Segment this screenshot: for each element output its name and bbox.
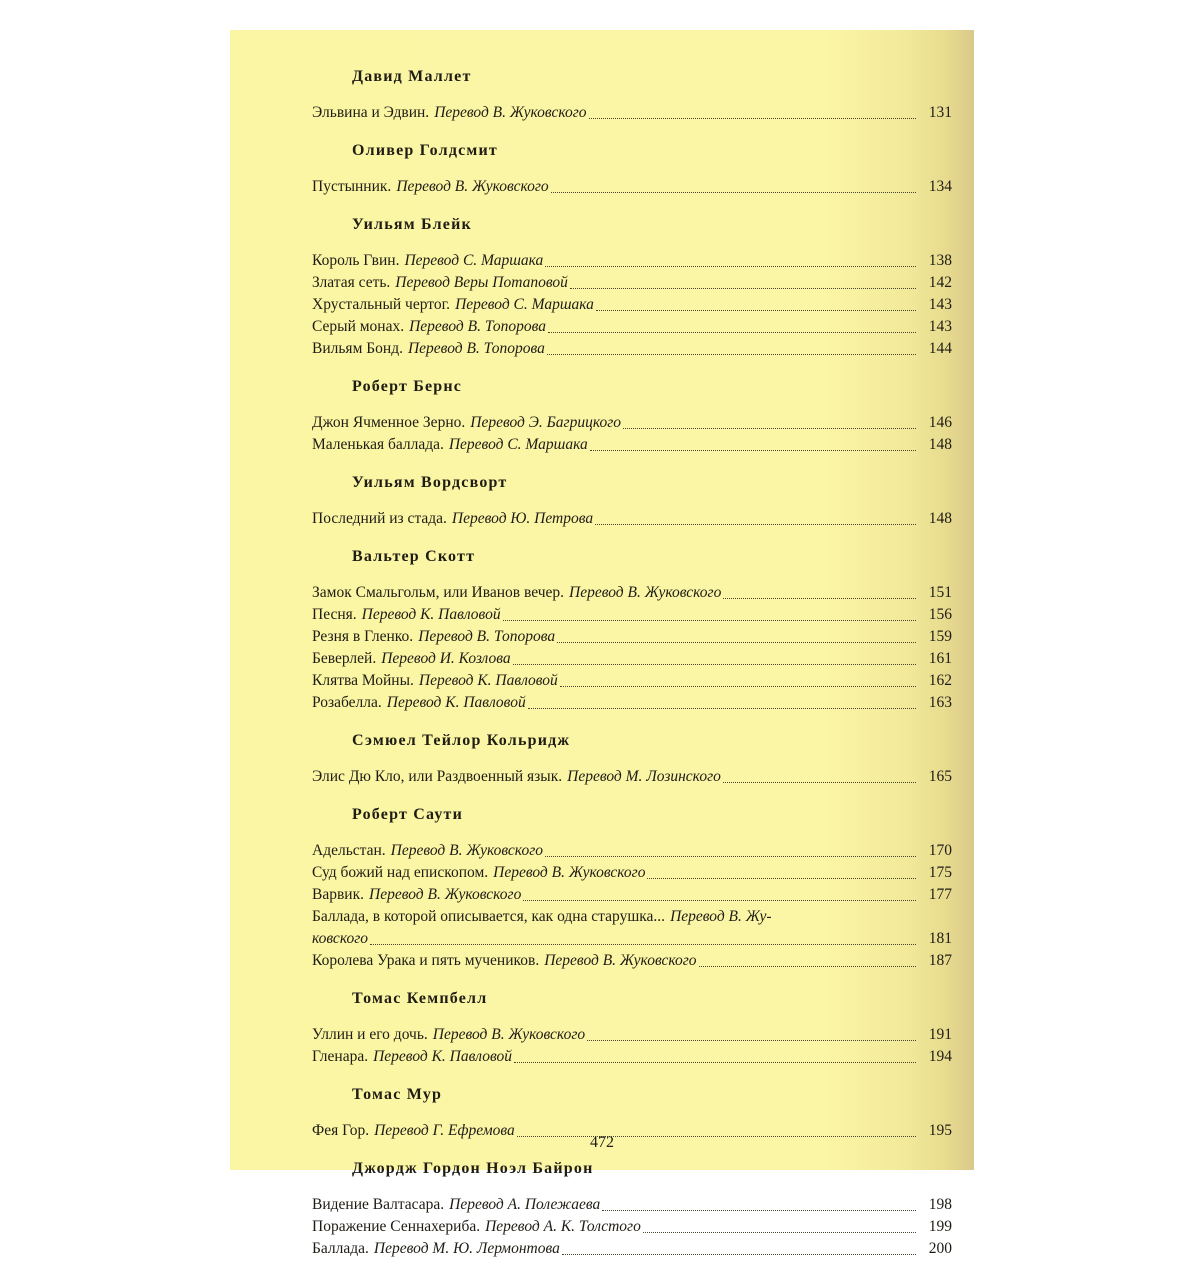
entry-page-number: 142 — [928, 274, 952, 291]
toc-entry — [312, 294, 952, 316]
dot-leader — [548, 332, 916, 333]
toc-entry — [312, 1216, 952, 1238]
entry-page-number: 199 — [928, 1218, 952, 1235]
dot-leader — [647, 878, 916, 879]
entry-page-number: 138 — [928, 252, 952, 269]
page-number: 472 — [590, 1134, 614, 1151]
dot-leader — [370, 944, 916, 945]
entry-page-number: 162 — [928, 672, 952, 689]
entry-page-number: 175 — [928, 864, 952, 881]
toc-entry — [312, 316, 952, 338]
toc-entry — [312, 1238, 952, 1260]
dot-leader — [623, 428, 916, 429]
poem-title: Клятва Мойны. — [312, 672, 414, 689]
dot-leader — [590, 450, 916, 451]
toc-entry — [312, 508, 952, 530]
entry-page-number: 181 — [928, 930, 952, 947]
poem-title: Розабелла. — [312, 694, 382, 711]
poem-title: Поражение Сеннахериба. — [312, 1218, 481, 1235]
translator-credit: Перевод А. К. Толстого — [485, 1218, 641, 1235]
entry-page-number: 159 — [928, 628, 952, 645]
toc-entry — [312, 884, 952, 906]
translator-credit: Перевод М. Лозинского — [567, 768, 721, 785]
entry-page-number: 134 — [928, 178, 952, 195]
poem-title: Баллада, в которой описывается, как одна старушка... — [312, 908, 666, 925]
poem-title: Последний из стада. — [312, 510, 447, 527]
poem-title: Серый монах. — [312, 318, 405, 335]
translator-credit: Перевод Веры Потаповой — [395, 274, 568, 291]
toc-section — [312, 804, 952, 972]
dot-leader — [547, 354, 916, 355]
translator-credit: Перевод С. Маршака — [448, 436, 588, 453]
dot-leader — [514, 1062, 916, 1063]
dot-leader — [513, 664, 916, 665]
translator-credit: Перевод В. Топорова — [409, 318, 546, 335]
author-heading: Роберт Саути — [352, 806, 464, 823]
dot-leader — [602, 1210, 916, 1211]
translator-credit: Перевод В. Жуковского — [369, 886, 522, 903]
poem-title: Уллин и его дочь. — [312, 1026, 428, 1043]
poem-title: Джон Ячменное Зерно. — [312, 414, 466, 431]
poem-title: Баллада. — [312, 1240, 369, 1257]
toc-entry — [312, 840, 952, 862]
author-heading: Давид Маллет — [352, 68, 472, 85]
toc-section — [312, 472, 952, 530]
toc-entry — [312, 950, 952, 972]
book-page — [230, 30, 974, 1257]
toc-entry — [312, 1024, 952, 1046]
dot-leader — [560, 686, 916, 687]
translator-credit: Перевод С. Маршака — [455, 296, 594, 313]
entry-page-number: 163 — [928, 694, 952, 711]
entry-page-number: 187 — [928, 952, 952, 969]
translator-credit: Перевод С. Маршака — [404, 252, 544, 269]
poem-title: Замок Смальгольм, или Иванов вечер. — [312, 584, 564, 601]
dot-leader — [557, 642, 916, 643]
toc-section — [312, 66, 952, 124]
translator-credit: Перевод В. Жу- — [670, 908, 772, 925]
dot-leader — [723, 598, 916, 599]
poem-title: Маленькая баллада. — [312, 436, 444, 453]
dot-leader — [643, 1232, 916, 1233]
translator-credit: Перевод К. Павловой — [361, 606, 501, 623]
toc-entry — [312, 1194, 952, 1216]
poem-title: Хрустальный чертог. — [312, 296, 451, 313]
toc-entry — [312, 692, 952, 714]
toc-section — [312, 1158, 952, 1260]
author-heading: Джордж Гордон Ноэл Байрон — [352, 1160, 594, 1177]
author-heading: Уильям Блейк — [352, 216, 472, 233]
translator-credit: Перевод И. Козлова — [381, 650, 511, 667]
poem-title: Песня. — [312, 606, 357, 623]
translator-credit: Перевод В. Жуковского — [396, 178, 549, 195]
translator-credit: Перевод Э. Багрицкого — [470, 414, 622, 431]
translator-credit: Перевод В. Жуковского — [544, 952, 697, 969]
dot-leader — [723, 782, 916, 783]
dot-leader — [551, 192, 916, 193]
translator-credit: Перевод В. Жуковского — [390, 842, 543, 859]
entry-page-number: 151 — [928, 584, 952, 601]
entry-page-number: 143 — [928, 296, 952, 313]
toc-entry — [312, 272, 952, 294]
dot-leader — [562, 1254, 916, 1255]
toc-section — [312, 376, 952, 456]
dot-leader — [545, 856, 916, 857]
translator-credit: Перевод Ю. Петрова — [451, 510, 594, 527]
toc-entry — [312, 906, 952, 950]
toc-entry — [312, 434, 952, 456]
toc-entry — [312, 670, 952, 692]
poem-title: Видение Валтасара. — [312, 1196, 445, 1213]
dot-leader — [595, 524, 916, 525]
dot-leader — [570, 288, 916, 289]
entry-page-number: 170 — [928, 842, 952, 859]
translator-credit: Перевод В. Жуковского — [493, 864, 646, 881]
toc-entry — [312, 412, 952, 434]
author-heading: Оливер Голдсмит — [352, 142, 498, 159]
dot-leader — [523, 900, 916, 901]
toc-entry — [312, 102, 952, 124]
translator-credit: Перевод В. Топорова — [407, 340, 545, 357]
entry-page-number: 131 — [928, 104, 952, 121]
toc-section — [312, 730, 952, 788]
dot-leader — [545, 266, 916, 267]
author-heading: Томас Мур — [352, 1086, 443, 1103]
entry-page-number: 195 — [928, 1122, 952, 1139]
translator-credit: Перевод К. Павловой — [373, 1048, 513, 1065]
dot-leader — [528, 708, 916, 709]
toc-entry — [312, 338, 952, 360]
translator-credit: Перевод М. Ю. Лермонтова — [373, 1240, 560, 1257]
author-heading: Роберт Бернс — [352, 378, 463, 395]
entry-page-number: 161 — [928, 650, 952, 667]
toc-entry — [312, 604, 952, 626]
entry-page-number: 177 — [928, 886, 952, 903]
entry-page-number: 198 — [928, 1196, 952, 1213]
translator-credit: Перевод А. Полежаева — [449, 1196, 601, 1213]
toc-entry — [312, 626, 952, 648]
poem-title: Суд божий над епископом. — [312, 864, 489, 881]
translator-credit: Перевод К. Павловой — [386, 694, 526, 711]
translator-credit: Перевод В. Жуковского — [569, 584, 722, 601]
entry-page-number: 148 — [928, 510, 952, 527]
poem-title: Пустынник. — [312, 178, 392, 195]
entry-page-number: 194 — [928, 1048, 952, 1065]
entry-page-number: 144 — [928, 340, 952, 357]
poem-title: Элис Дю Кло, или Раздвоенный язык. — [312, 768, 563, 785]
entry-page-number: 200 — [928, 1240, 952, 1257]
author-heading: Сэмюел Тейлор Кольридж — [352, 732, 571, 749]
entry-page-number: 165 — [928, 768, 952, 785]
toc-entry — [312, 648, 952, 670]
poem-title: Златая сеть. — [312, 274, 391, 291]
poem-title: Беверлей. — [312, 650, 377, 667]
dot-leader — [596, 310, 916, 311]
author-heading: Томас Кемпбелл — [352, 990, 488, 1007]
poem-title: Эльвина и Эдвин. — [312, 104, 430, 121]
author-heading: Уильям Вордсворт — [352, 474, 508, 491]
translator-credit: Перевод Г. Ефремова — [374, 1122, 515, 1139]
poem-title: Королева Урака и пять мучеников. — [312, 952, 540, 969]
toc-section — [312, 988, 952, 1068]
toc-entry — [312, 1046, 952, 1068]
dot-leader — [503, 620, 916, 621]
poem-title: Вильям Бонд. — [312, 340, 403, 357]
toc-entry — [312, 766, 952, 788]
poem-title: Король Гвин. — [312, 252, 400, 269]
dot-leader — [587, 1040, 916, 1041]
poem-title: Гленара. — [312, 1048, 369, 1065]
poem-title: Варвик. — [312, 886, 364, 903]
author-heading: Вальтер Скотт — [352, 548, 476, 565]
dot-leader — [699, 966, 916, 967]
toc-entry — [312, 862, 952, 884]
poem-title: Резня в Гленко. — [312, 628, 414, 645]
toc-entry — [312, 176, 952, 198]
toc-entry — [312, 582, 952, 604]
dot-leader — [589, 118, 916, 119]
translator-credit: Перевод К. Павловой — [418, 672, 558, 689]
toc-section — [312, 214, 952, 360]
translator-credit: Перевод В. Жуковского — [432, 1026, 586, 1043]
translator-credit: Перевод В. Топорова — [418, 628, 556, 645]
entry-page-number: 191 — [928, 1026, 952, 1043]
entry-page-number: 143 — [928, 318, 952, 335]
table-of-contents — [312, 66, 952, 1276]
entry-page-number: 146 — [928, 414, 952, 431]
poem-title: Адельстан. — [312, 842, 386, 859]
entry-page-number: 148 — [928, 436, 952, 453]
toc-section — [312, 140, 952, 198]
poem-title: Фея Гор. — [312, 1122, 370, 1139]
translator-credit: Перевод В. Жуковского — [434, 104, 587, 121]
toc-entry — [312, 250, 952, 272]
entry-page-number: 156 — [928, 606, 952, 623]
translator-credit-continued: ковского — [312, 930, 369, 947]
toc-section — [312, 546, 952, 714]
